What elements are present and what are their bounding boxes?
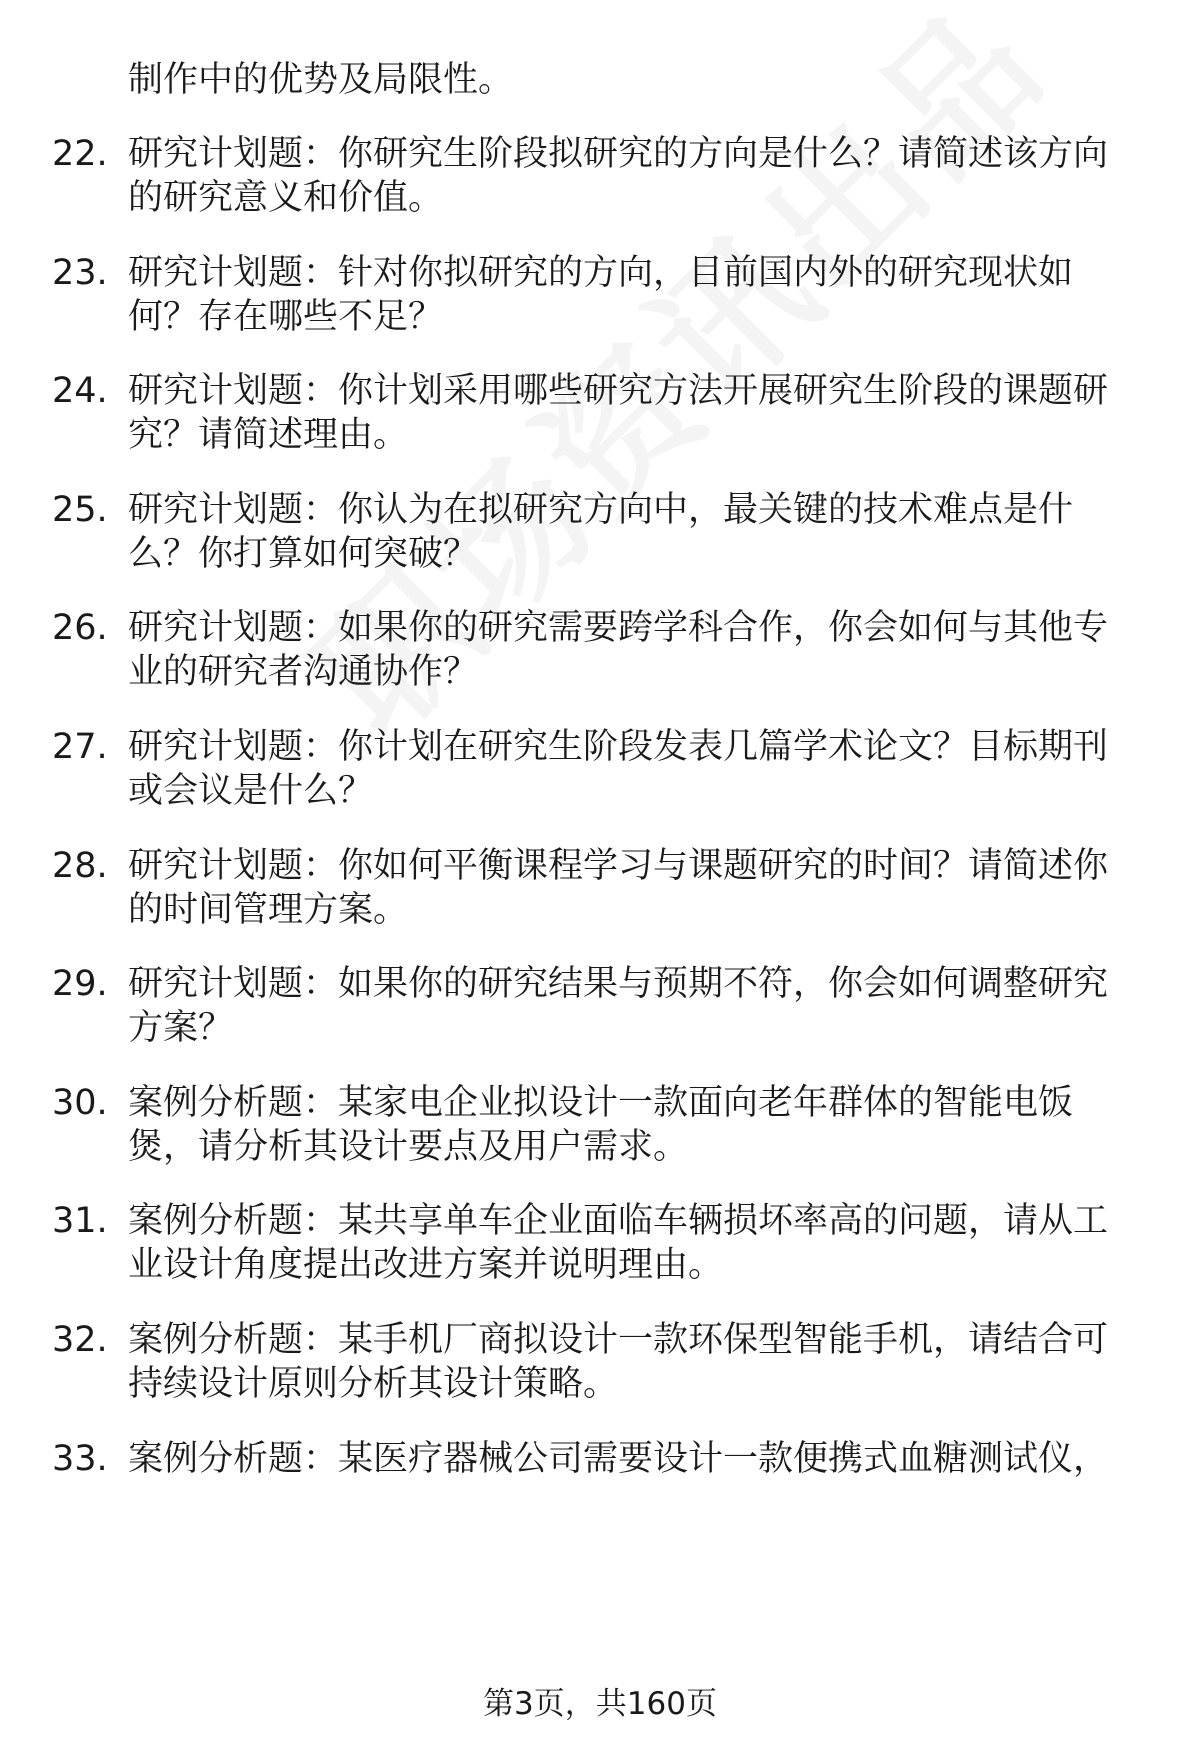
item-number: 29. xyxy=(52,964,108,1005)
item-text-line1: 研究计划题：你研究生阶段拟研究的方向是什么？请简述该方向 xyxy=(128,134,1109,174)
item-text-line2: 何？存在哪些不足？ xyxy=(128,296,444,337)
item-number: 33. xyxy=(52,1438,108,1479)
item-number: 22. xyxy=(52,134,108,174)
item-number: 23. xyxy=(52,252,108,293)
item-text-line1: 案例分析题：某共享单车企业面临车辆损坏率高的问题，请从工 xyxy=(128,1201,1109,1242)
item-number: 30. xyxy=(52,1082,108,1123)
item-text-line2: 的时间管理方案。 xyxy=(128,889,409,930)
item-text-line1: 研究计划题：你计划在研究生阶段发表几篇学术论文？目标期刊 xyxy=(128,727,1109,767)
item-text-line2: 或会议是什么？ xyxy=(128,771,374,811)
item-text-line2: 业设计角度提出改进方案并说明理由。 xyxy=(128,1245,724,1286)
item-text-line1: 案例分析题：某家电企业拟设计一款面向老年群体的智能电饭 xyxy=(128,1082,1074,1123)
item-text-line1: 研究计划题：你认为在拟研究方向中，最关键的技术难点是什 xyxy=(128,489,1074,530)
item-number: 25. xyxy=(52,489,108,530)
item-number: 26. xyxy=(52,608,108,649)
continuation-text: 制作中的优势及局限性。 xyxy=(128,60,514,100)
item-text-line1: 案例分析题：某手机厂商拟设计一款环保型智能手机，请结合可 xyxy=(128,1320,1109,1360)
item-text-line1: 研究计划题：如果你的研究结果与预期不符，你会如何调整研究 xyxy=(128,964,1109,1005)
item-text-line1: 研究计划题：你计划采用哪些研究方法开展研究生阶段的课题研 xyxy=(128,371,1109,412)
item-text-line1: 研究计划题：你如何平衡课程学习与课题研究的时间？请简述你 xyxy=(128,845,1109,886)
item-text-line2: 业的研究者沟通协作？ xyxy=(128,652,479,693)
item-number: 28. xyxy=(52,845,108,886)
item-number: 31. xyxy=(52,1201,108,1242)
item-number: 24. xyxy=(52,371,108,412)
item-text-line1: 案例分析题：某医疗器械公司需要设计一款便携式血糖测试仪， xyxy=(128,1438,1109,1479)
item-text-line2: 持续设计原则分析其设计策略。 xyxy=(128,1364,619,1404)
item-text-line2: 的研究意义和价值。 xyxy=(128,178,444,218)
page-footer: 第3页，共160页 xyxy=(483,1686,717,1722)
item-text-line2: 方案？ xyxy=(128,1008,234,1049)
item-text-line2: 么？你打算如何突破？ xyxy=(128,533,479,574)
item-text-line2: 究？请简述理由。 xyxy=(128,415,409,456)
item-text-line2: 煲，请分析其设计要点及用户需求。 xyxy=(128,1126,689,1167)
item-text-line1: 研究计划题：如果你的研究需要跨学科合作，你会如何与其他专 xyxy=(128,608,1109,649)
item-number: 32. xyxy=(52,1320,108,1360)
item-number: 27. xyxy=(52,727,108,767)
item-text-line1: 研究计划题：针对你拟研究的方向，目前国内外的研究现状如 xyxy=(128,252,1074,293)
